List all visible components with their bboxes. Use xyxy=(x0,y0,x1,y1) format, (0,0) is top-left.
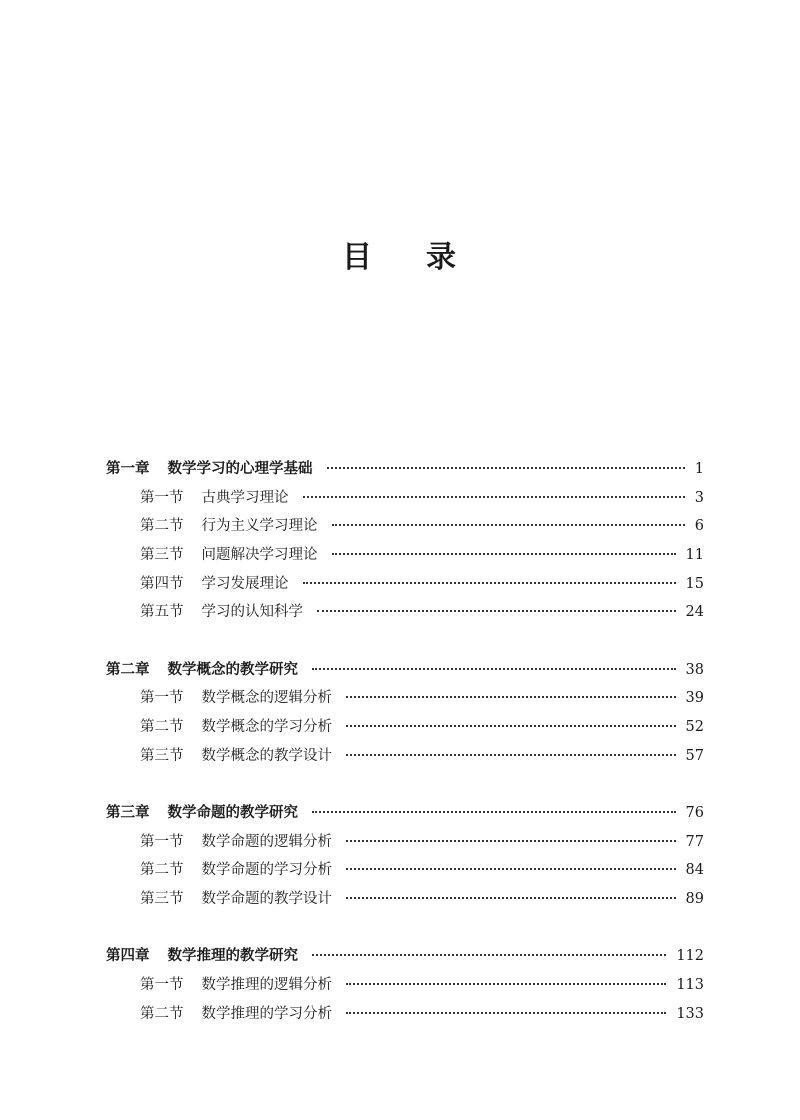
dot-leader xyxy=(312,656,676,670)
section-label: 第二节 xyxy=(140,1005,184,1022)
table-of-contents xyxy=(106,455,704,1057)
chapter-block-3 xyxy=(106,799,704,914)
toc-section-3-2[interactable] xyxy=(106,856,704,885)
section-label: 第一节 xyxy=(140,489,184,506)
page-number: 133 xyxy=(676,1005,704,1022)
page-number: 24 xyxy=(685,604,704,621)
toc-chapter-4[interactable] xyxy=(106,942,704,971)
section-label: 第三节 xyxy=(140,547,184,564)
dot-leader xyxy=(346,684,676,698)
toc-section-3-1[interactable] xyxy=(106,828,704,857)
chapter-label: 第四章 xyxy=(106,948,150,965)
dot-leader xyxy=(346,1000,666,1014)
section-label: 第一节 xyxy=(140,690,184,707)
page-number: 11 xyxy=(685,547,704,564)
dot-leader xyxy=(317,598,676,612)
section-title: 数学命题的逻辑分析 xyxy=(201,833,332,850)
chapter-block-2 xyxy=(106,656,704,771)
page-number: 52 xyxy=(685,719,704,735)
dot-leader xyxy=(303,570,676,584)
toc-section-3-3[interactable] xyxy=(106,885,704,914)
toc-chapter-2[interactable] xyxy=(106,656,704,685)
page-number: 113 xyxy=(676,976,704,993)
dot-leader xyxy=(312,799,676,813)
section-title: 学习发展理论 xyxy=(201,575,289,592)
page-number: 89 xyxy=(685,890,704,907)
dot-leader xyxy=(312,942,666,956)
page-number: 112 xyxy=(676,948,704,965)
toc-section-2-2[interactable] xyxy=(106,713,704,742)
section-title: 古典学习理论 xyxy=(201,489,289,506)
chapter-title: 数学命题的教学研究 xyxy=(167,804,298,821)
toc-section-4-1[interactable] xyxy=(106,971,704,1000)
section-title: 学习的认知科学 xyxy=(201,604,303,621)
section-title: 数学概念的教学设计 xyxy=(201,747,332,764)
section-title: 数学推理的学习分析 xyxy=(201,1005,332,1022)
section-label: 第一节 xyxy=(140,833,184,850)
dot-leader xyxy=(346,742,676,756)
dot-leader xyxy=(346,971,666,985)
dot-leader xyxy=(303,484,685,498)
chapter-label: 第二章 xyxy=(106,661,150,678)
chapter-block-1 xyxy=(106,455,704,627)
section-title: 数学概念的逻辑分析 xyxy=(201,690,332,707)
section-label: 第二节 xyxy=(140,719,184,735)
dot-leader xyxy=(346,856,676,870)
dot-leader xyxy=(346,885,676,899)
section-label: 第五节 xyxy=(140,604,184,621)
page-number: 77 xyxy=(685,833,704,850)
page-title-char-2: 录 xyxy=(426,240,458,275)
dot-leader xyxy=(332,541,676,555)
toc-section-1-5[interactable] xyxy=(106,598,704,627)
section-label: 第二节 xyxy=(140,862,184,879)
page-number: 76 xyxy=(685,804,704,821)
section-title: 数学命题的学习分析 xyxy=(201,862,332,879)
toc-chapter-1[interactable] xyxy=(106,455,704,484)
section-title: 行为主义学习理论 xyxy=(201,518,318,535)
page-number: 6 xyxy=(694,518,704,535)
section-label: 第三节 xyxy=(140,747,184,764)
dot-leader xyxy=(346,713,676,727)
section-label: 第三节 xyxy=(140,890,184,907)
section-label: 第一节 xyxy=(140,976,184,993)
toc-section-1-1[interactable] xyxy=(106,484,704,513)
dot-leader xyxy=(346,828,676,842)
page-number: 57 xyxy=(685,747,704,764)
section-label: 第二节 xyxy=(140,518,184,535)
toc-section-4-2[interactable] xyxy=(106,1000,704,1029)
section-title: 数学推理的逻辑分析 xyxy=(201,976,332,993)
toc-chapter-3[interactable] xyxy=(106,799,704,828)
page-number: 3 xyxy=(694,489,704,506)
page-number: 38 xyxy=(685,661,704,678)
section-title: 问题解决学习理论 xyxy=(201,547,318,564)
chapter-title: 数学概念的教学研究 xyxy=(167,661,298,678)
page-title xyxy=(0,232,800,276)
section-title: 数学命题的教学设计 xyxy=(201,890,332,907)
chapter-block-4 xyxy=(106,942,704,1028)
section-label: 第四节 xyxy=(140,575,184,592)
page-number: 1 xyxy=(694,461,704,477)
toc-section-2-1[interactable] xyxy=(106,684,704,713)
dot-leader xyxy=(332,512,685,526)
page-number: 39 xyxy=(685,690,704,707)
chapter-title: 数学推理的教学研究 xyxy=(167,948,298,965)
toc-section-1-3[interactable] xyxy=(106,541,704,570)
toc-section-1-4[interactable] xyxy=(106,570,704,599)
chapter-label: 第三章 xyxy=(106,804,150,821)
chapter-title: 数学学习的心理学基础 xyxy=(167,461,313,477)
page-title-char-1: 目 xyxy=(342,240,374,275)
page-number: 15 xyxy=(685,575,704,592)
page-number: 84 xyxy=(685,862,704,879)
section-title: 数学概念的学习分析 xyxy=(201,719,332,735)
toc-section-2-3[interactable] xyxy=(106,742,704,771)
dot-leader xyxy=(327,455,685,469)
toc-section-1-2[interactable] xyxy=(106,512,704,541)
chapter-label: 第一章 xyxy=(106,461,150,477)
